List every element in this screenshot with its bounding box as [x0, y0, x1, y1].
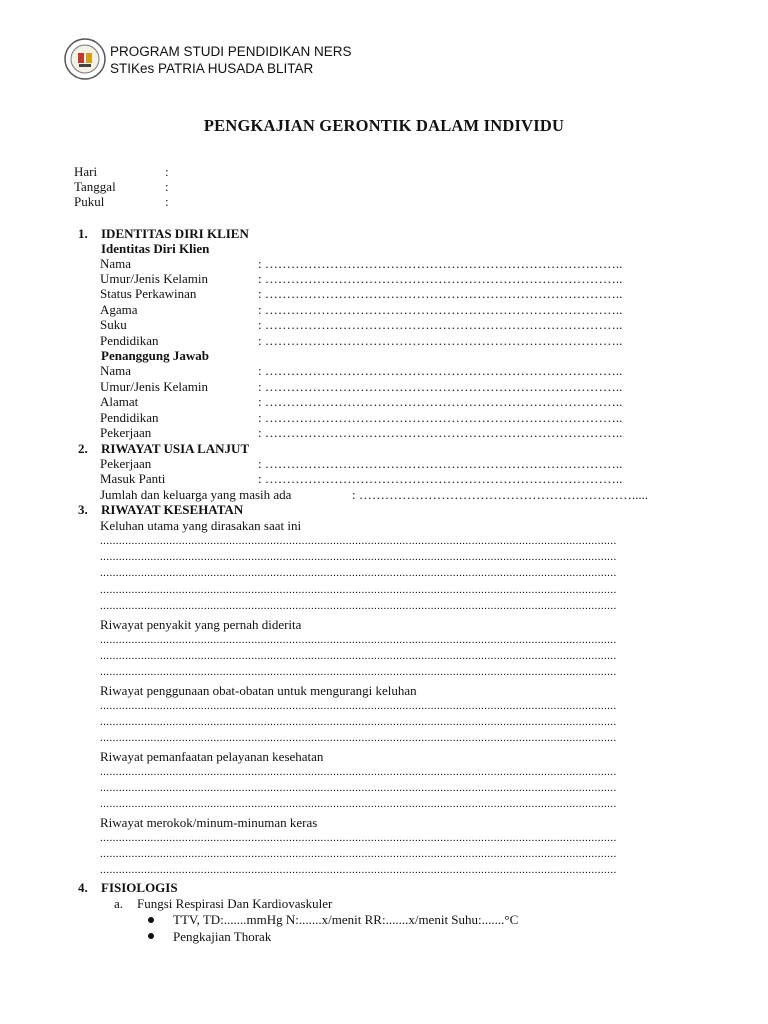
subsection-title: Fungsi Respirasi Dan Kardiovaskuler	[137, 896, 333, 911]
question-label: Riwayat penggunaan obat-obatan untuk mengurangi keluhan	[100, 683, 417, 698]
answer-dot-line: ....................................................................................................................................................................	[100, 798, 617, 810]
bullet-icon	[148, 933, 154, 939]
section-number: 4.	[78, 880, 88, 895]
subsection-letter: a.	[114, 896, 124, 911]
fill-line: : ………………………………………………………………………..	[258, 456, 623, 471]
answer-dot-line: ....................................................................................................................................................................	[100, 716, 617, 728]
fill-line: : ………………………………………………………………………..	[258, 302, 623, 317]
field-label: Pendidikan	[100, 333, 159, 348]
field-label: Pekerjaan	[100, 425, 152, 440]
section-title-riwayat-usia: RIWAYAT USIA LANJUT	[101, 441, 250, 456]
subsection-title: Penanggung Jawab	[101, 348, 209, 363]
field-label: Masuk Panti	[100, 471, 166, 486]
field-label: Status Perkawinan	[100, 286, 197, 301]
fill-line: : ………………………………………………………………………..	[258, 317, 623, 332]
field-label: Alamat	[100, 394, 139, 409]
answer-dot-line: ....................................................................................................................................................................	[100, 567, 617, 579]
section-number: 2.	[78, 441, 88, 456]
field-label: Agama	[100, 302, 138, 317]
answer-dot-line: ....................................................................................................................................................................	[100, 732, 617, 744]
meta-colon: :	[165, 194, 169, 209]
meta-label-tanggal: Tanggal	[74, 179, 116, 194]
section-title-fisiologis: FISIOLOGIS	[101, 880, 178, 895]
document-title: PENGKAJIAN GERONTIK DALAM INDIVIDU	[203, 116, 565, 135]
fill-line: : ………………………………………………………………………..	[258, 286, 623, 301]
institution-seal-icon	[64, 38, 106, 80]
section-title-riwayat-kesehatan: RIWAYAT KESEHATAN	[101, 502, 244, 517]
fill-line: : ………………………………………………………………………..	[258, 363, 623, 378]
question-label: Riwayat pemanfaatan pelayanan kesehatan	[100, 749, 324, 764]
section-title-identitas: IDENTITAS DIRI KLIEN	[101, 226, 249, 241]
fill-line: : ……………………………………………………….....	[352, 487, 649, 502]
meta-colon: :	[165, 164, 169, 179]
field-label: Pekerjaan	[100, 456, 152, 471]
answer-dot-line: ....................................................................................................................................................................	[100, 848, 617, 860]
fill-line: : ………………………………………………………………………..	[258, 333, 623, 348]
answer-dot-line: ....................................................................................................................................................................	[100, 832, 617, 844]
answer-dot-line: ....................................................................................................................................................................	[100, 551, 617, 563]
answer-dot-line: ....................................................................................................................................................................	[100, 766, 617, 778]
vital-signs-line: TTV, TD:.......mmHg N:.......x/menit RR:.......x/menit Suhu:.......°C	[173, 912, 519, 927]
question-label: Riwayat penyakit yang pernah diderita	[100, 617, 302, 632]
answer-dot-line: ....................................................................................................................................................................	[100, 864, 617, 876]
field-label: Nama	[100, 256, 132, 271]
question-label: Riwayat merokok/minum-minuman keras	[100, 815, 318, 830]
fill-line: : ………………………………………………………………………..	[258, 410, 623, 425]
answer-dot-line: ....................................................................................................................................................................	[100, 700, 617, 712]
section-number: 3.	[78, 502, 88, 517]
header-institution-name: STIKes PATRIA HUSADA BLITAR	[110, 61, 314, 76]
answer-dot-line: ....................................................................................................................................................................	[100, 600, 617, 612]
field-label: Pendidikan	[100, 410, 159, 425]
meta-label-pukul: Pukul	[74, 194, 105, 209]
fill-line: : ………………………………………………………………………..	[258, 471, 623, 486]
answer-dot-line: ....................................................................................................................................................................	[100, 634, 617, 646]
question-label: Keluhan utama yang dirasakan saat ini	[100, 518, 302, 533]
header-program-name: PROGRAM STUDI PENDIDIKAN NERS	[110, 44, 352, 59]
fill-line: : ………………………………………………………………………..	[258, 425, 623, 440]
field-label: Umur/Jenis Kelamin	[100, 379, 208, 394]
answer-dot-line: ....................................................................................................................................................................	[100, 584, 617, 596]
field-label: Nama	[100, 363, 132, 378]
field-label: Suku	[100, 317, 127, 332]
fill-line: : ………………………………………………………………………..	[258, 271, 623, 286]
field-label: Umur/Jenis Kelamin	[100, 271, 208, 286]
bullet-icon	[148, 917, 154, 923]
fill-line: : ………………………………………………………………………..	[258, 394, 623, 409]
answer-dot-line: ....................................................................................................................................................................	[100, 650, 617, 662]
answer-dot-line: ....................................................................................................................................................................	[100, 535, 617, 547]
meta-colon: :	[165, 179, 169, 194]
answer-dot-line: ....................................................................................................................................................................	[100, 666, 617, 678]
field-label: Jumlah dan keluarga yang masih ada	[100, 487, 292, 502]
answer-dot-line: ....................................................................................................................................................................	[100, 782, 617, 794]
bullet-item-thorak: Pengkajian Thorak	[173, 929, 272, 944]
meta-label-hari: Hari	[74, 164, 98, 179]
fill-line: : ………………………………………………………………………..	[258, 256, 623, 271]
section-number: 1.	[78, 226, 88, 241]
subsection-title: Identitas Diri Klien	[101, 241, 210, 256]
fill-line: : ………………………………………………………………………..	[258, 379, 623, 394]
